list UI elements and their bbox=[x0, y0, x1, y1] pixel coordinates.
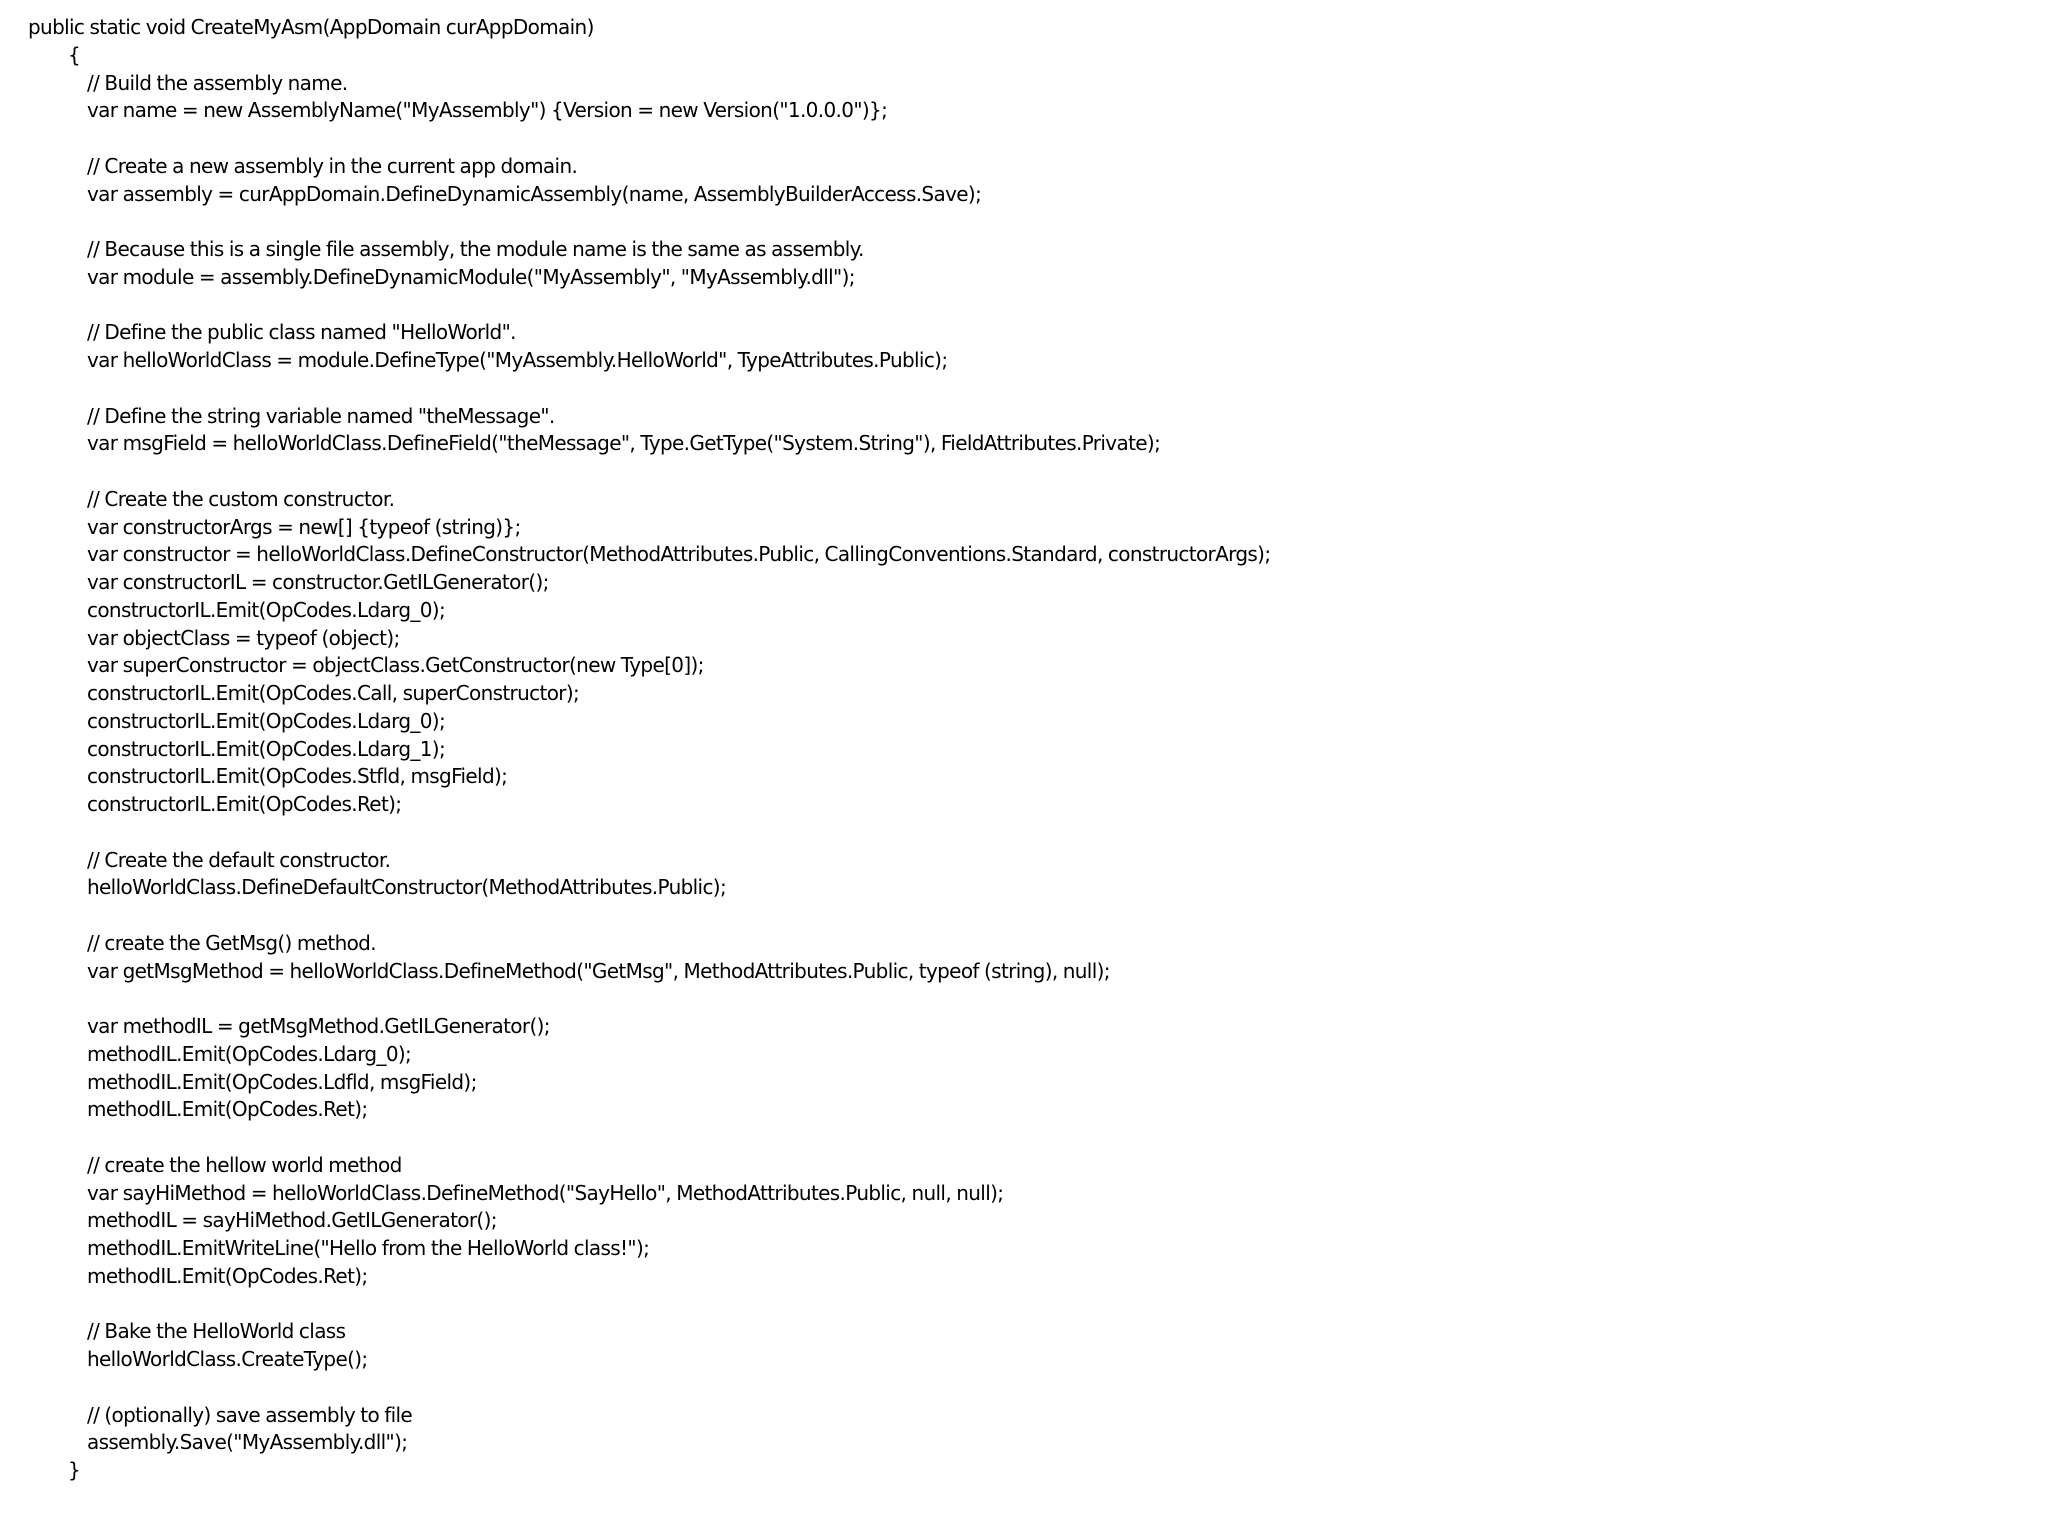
code-line: var constructorIL = constructor.GetILGenerator(); bbox=[87, 570, 549, 594]
code-line: methodIL = sayHiMethod.GetILGenerator(); bbox=[87, 1208, 497, 1233]
code-line: var objectClass = typeof (object); bbox=[87, 625, 400, 650]
code-line: var msgField = helloWorldClass.DefineField("theMessage", Type.GetType("System.String"), FieldAttributes.Private); bbox=[87, 431, 1161, 456]
code-line: var module = assembly.DefineDynamicModule("MyAssembly", "MyAssembly.dll"); bbox=[87, 264, 855, 289]
code-line: // (optionally) save assembly to file bbox=[87, 1402, 413, 1427]
code-line: // Create the custom constructor. bbox=[87, 486, 395, 511]
code-line: // Create the default constructor. bbox=[87, 847, 391, 872]
blank-line bbox=[28, 985, 2018, 1013]
blank-line bbox=[28, 1291, 2018, 1319]
code-line: var sayHiMethod = helloWorldClass.DefineMethod("SayHello", MethodAttributes.Public, null, null); bbox=[87, 1180, 1004, 1205]
code-line: var superConstructor = objectClass.GetConstructor(new Type[0]); bbox=[87, 653, 704, 678]
code-line: } bbox=[68, 1458, 81, 1482]
blank-line bbox=[28, 1124, 2018, 1152]
code-line: methodIL.Emit(OpCodes.Ldarg_0); bbox=[87, 1041, 412, 1066]
blank-line bbox=[28, 819, 2018, 847]
code-line: constructorIL.Emit(OpCodes.Call, superConstructor); bbox=[87, 681, 580, 705]
blank-line bbox=[28, 125, 2018, 153]
code-line: // Bake the HelloWorld class bbox=[87, 1319, 346, 1344]
blank-line bbox=[28, 208, 2018, 236]
blank-line bbox=[28, 1374, 2018, 1402]
blank-line bbox=[28, 902, 2018, 930]
code-line: constructorIL.Emit(OpCodes.Ldarg_1); bbox=[87, 736, 446, 761]
code-line: // Create a new assembly in the current app domain. bbox=[87, 153, 578, 178]
code-line: var name = new AssemblyName("MyAssembly") {Version = new Version("1.0.0.0")}; bbox=[87, 98, 888, 123]
code-line: { bbox=[68, 42, 81, 67]
code-line: helloWorldClass.CreateType(); bbox=[87, 1347, 368, 1371]
code-line: var assembly = curAppDomain.DefineDynamicAssembly(name, AssemblyBuilderAccess.Save); bbox=[87, 181, 982, 206]
code-line: // Define the string variable named "theMessage". bbox=[87, 403, 555, 428]
code-line: constructorIL.Emit(OpCodes.Ldarg_0); bbox=[87, 597, 446, 622]
code-line: var methodIL = getMsgMethod.GetILGenerator(); bbox=[87, 1014, 550, 1038]
code-line: constructorIL.Emit(OpCodes.Ret); bbox=[87, 792, 402, 816]
code-line: helloWorldClass.DefineDefaultConstructor(MethodAttributes.Public); bbox=[87, 875, 727, 900]
code-line: var helloWorldClass = module.DefineType("MyAssembly.HelloWorld", TypeAttributes.Public); bbox=[87, 348, 948, 372]
code-line: public static void CreateMyAsm(AppDomain curAppDomain) bbox=[28, 15, 594, 39]
code-line: methodIL.Emit(OpCodes.Ldfld, msgField); bbox=[87, 1069, 477, 1094]
code-line: constructorIL.Emit(OpCodes.Stfld, msgField); bbox=[87, 764, 508, 789]
code-line: constructorIL.Emit(OpCodes.Ldarg_0); bbox=[87, 708, 446, 733]
code-line: var constructor = helloWorldClass.DefineConstructor(MethodAttributes.Public, CallingConventions.Standard, constructorArgs); bbox=[87, 542, 1271, 567]
code-line: methodIL.Emit(OpCodes.Ret); bbox=[87, 1097, 368, 1122]
code-line: methodIL.Emit(OpCodes.Ret); bbox=[87, 1263, 368, 1288]
blank-line bbox=[28, 375, 2018, 403]
blank-line bbox=[28, 458, 2018, 486]
code-line: // Define the public class named "HelloWorld". bbox=[87, 320, 516, 345]
code-line: var constructorArgs = new[] {typeof (string)}; bbox=[87, 514, 521, 539]
code-listing bbox=[28, 14, 2018, 1485]
code-line: // Because this is a single file assembly, the module name is the same as assembly. bbox=[87, 237, 864, 261]
code-line: // Build the assembly name. bbox=[87, 70, 348, 95]
code-line: methodIL.EmitWriteLine("Hello from the HelloWorld class!"); bbox=[87, 1236, 650, 1260]
code-line: // create the GetMsg() method. bbox=[87, 930, 376, 955]
code-line: var getMsgMethod = helloWorldClass.DefineMethod("GetMsg", MethodAttributes.Public, typeof (string), null); bbox=[87, 958, 1110, 983]
code-line: assembly.Save("MyAssembly.dll"); bbox=[87, 1430, 408, 1455]
code-line: // create the hellow world method bbox=[87, 1152, 402, 1177]
blank-line bbox=[28, 292, 2018, 320]
